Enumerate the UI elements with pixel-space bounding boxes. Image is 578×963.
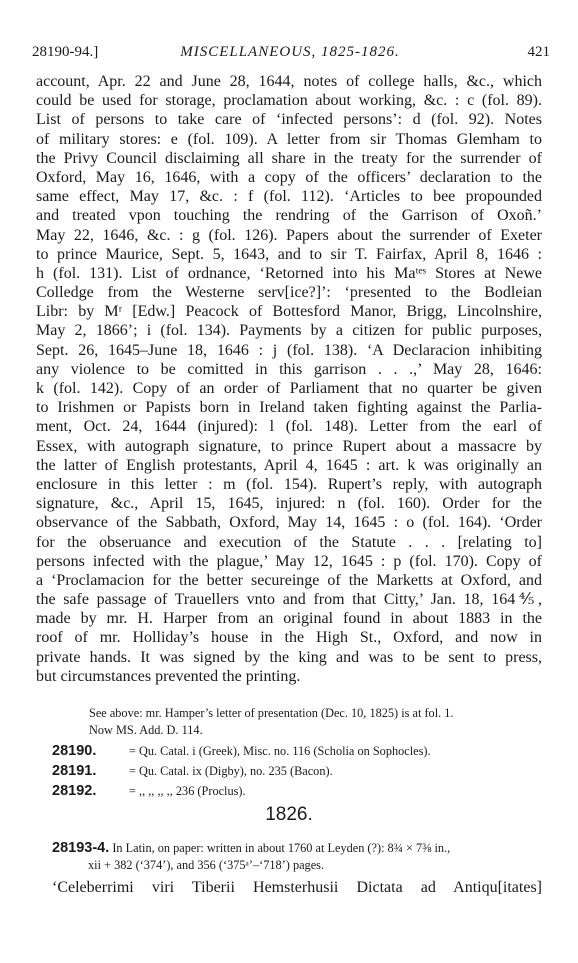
text-line: made by mr. H. Harper from an original found in about 1883 in the <box>36 610 542 628</box>
text-line: enclosure in this letter : m (fol. 154). Rupert’s reply, with autograph <box>36 475 542 493</box>
text-line: same effect, May 17, &c. : f (fol. 112). ‘Articles to bee propounded <box>36 188 542 206</box>
catalogue-entries <box>52 741 532 801</box>
catalogue-entry <box>52 761 532 781</box>
text-line: a ‘Proclamacion for the better secureinge of the Marketts at Oxford, and <box>36 571 542 589</box>
catalogue-entry <box>52 741 532 761</box>
description-paragraph <box>36 72 542 686</box>
text-line: the Privy Council disclaiming all share in the treaty for the surrender of <box>36 149 542 167</box>
text-line: any violence to be comitted in this garrison . . .,’ May 28, 1646: <box>36 360 542 378</box>
presentation-note <box>89 705 549 738</box>
text-line: persons infected with the plague,’ May 12, 1645 : p (fol. 170). Copy of <box>36 552 542 570</box>
entry-number: 28192. <box>52 783 97 799</box>
text-line: roof of mr. Holliday’s house in the High St., Oxford, and now in <box>36 629 542 647</box>
text-line: the safe passage of Trauellers vnto and from that Citty,’ Jan. 18, 164⅘, <box>36 591 542 609</box>
entry-description-cont: xii + 382 (‘374’), and 356 (‘375ᵃ’–‘718’) pages. <box>88 858 325 872</box>
text-line: for the obseruance and execution of the Statute . . . [relating to] <box>36 533 542 551</box>
entry-number: 28193-4. <box>52 840 110 856</box>
text-line: May 22, 1646, &c. : g (fol. 126). Papers about the surrender of Exeter <box>36 226 542 244</box>
note-line: See above: mr. Hamper’s letter of presentation (Dec. 10, 1825) is at fol. 1. <box>89 706 454 720</box>
text-line: Essex, with autograph signature, to prince Rupert about a massacre by <box>36 437 542 455</box>
text-line: and treated vpon touching the rendring of the Garrison of Oxoñ.’ <box>36 207 542 225</box>
text-line: the latter of English protestants, April 4, 1645 : art. k was originally an <box>36 456 542 474</box>
text-line: h (fol. 131). List of ordnance, ‘Retorned into his Maᵗᵉˢ Stores at Newe <box>36 264 542 282</box>
text-line: account, Apr. 22 and June 28, 1644, notes of college halls, &c., which <box>36 73 542 90</box>
year-heading: 1826. <box>265 804 313 825</box>
text-line: signature, &c., April 15, 1645, injured: n (fol. 160). Order for the <box>36 495 542 513</box>
entry-number: 28191. <box>52 763 97 779</box>
page-number: 421 <box>527 44 550 60</box>
text-line: of military stores: e (fol. 109). A letter from sir Thomas Glemham to <box>36 130 542 148</box>
text-line: observance of the Sabbath, Oxford, May 14, 1645 : o (fol. 164). ‘Order <box>36 514 542 532</box>
entry-description: In Latin, on paper: written in about 1760 at Leyden (?): 8¾ × 7⅜ in., <box>112 841 451 855</box>
catalogue-entry-28193 <box>52 840 552 874</box>
entry-description: = ,, ,, ,, ,, 236 (Proclus). <box>129 784 246 798</box>
running-header <box>30 44 550 64</box>
text-line: May 2, 1866’; i (fol. 134). Payments by a citizen for public purposes, <box>36 322 542 340</box>
header-shelfmark-range: 28190-94.] <box>32 44 99 60</box>
text-line: to prince Maurice, Sept. 5, 1643, and to sir T. Fairfax, April 8, 1646 : <box>36 245 542 263</box>
text-line: Colledge from the Westerne serv[ice?]’: ‘presented to the Bodleian <box>36 284 542 302</box>
text-line: Sept. 26, 1645–June 18, 1646 : j (fol. 138). ‘A Declaracion inhibiting <box>36 341 542 359</box>
note-line: Now MS. Add. D. 114. <box>89 722 203 737</box>
title-quotation: ‘Celeberrimi viri Tiberii Hemsterhusii Dictata ad Antiqu[itates] <box>52 879 542 896</box>
text-line: Libr: by Mʳ [Edw.] Peacock of Bottesford Manor, Brigg, Lincolnshire, <box>36 303 542 321</box>
text-line: could be used for storage, proclamation about working, &c. : c (fol. 89). <box>36 92 542 110</box>
text-line: k (fol. 142). Copy of an order of Parliament that no quarter be given <box>36 380 542 397</box>
text-line: private hands. It was signed by the king and was to be sent to press, <box>36 648 542 666</box>
text-line: to Irishmen or Papists born in Ireland taken fighting against the Parlia- <box>36 399 542 417</box>
entry-description: = Qu. Catal. i (Greek), Misc. no. 116 (Scholia on Sophocles). <box>129 744 431 758</box>
entry-description: = Qu. Catal. ix (Digby), no. 235 (Bacon). <box>129 764 333 778</box>
entry-number: 28190. <box>52 743 97 759</box>
text-line: ment, Oct. 24, 1644 (injured): l (fol. 148). Letter from the earl of <box>36 418 542 436</box>
text-line: Oxford, May 16, 1646, with a copy of the officers’ declaration to the <box>36 168 542 186</box>
text-line: but circumstances prevented the printing. <box>36 667 301 685</box>
catalogue-entry <box>52 781 532 801</box>
header-title: MISCELLANEOUS, 1825-1826. <box>180 44 400 60</box>
text-line: List of persons to take care of ‘infected persons’: d (fol. 92). Notes <box>36 111 542 129</box>
